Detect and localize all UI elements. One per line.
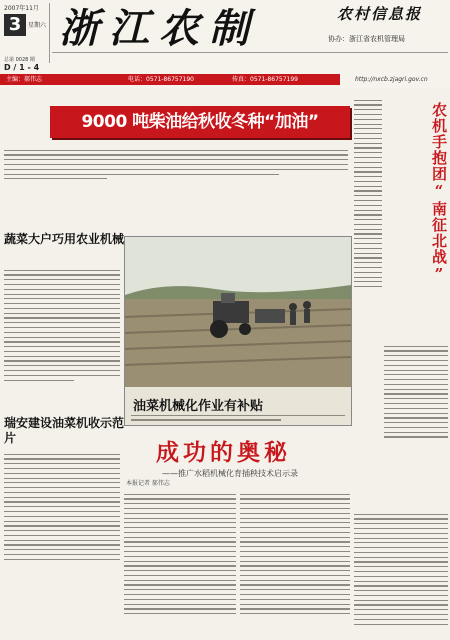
date-box <box>4 3 50 63</box>
success-section <box>122 437 352 485</box>
photo-image <box>125 237 351 387</box>
photo-caption-body <box>131 411 345 424</box>
newspaper-title-logo <box>55 4 275 48</box>
website-url[interactable]: http://nxcb.zjagri.gov.cn <box>355 76 428 83</box>
success-body-right <box>240 490 350 618</box>
tractor-field-photo <box>124 236 352 426</box>
machinery-article-heading: 蔬菜大户巧用农业机械 <box>4 232 125 246</box>
weekday: 星期六 <box>28 22 47 29</box>
issue-number: 总第 0028 期 <box>4 57 35 63</box>
svg-text:浙江农制: 浙江农制 <box>59 5 259 48</box>
photo-caption: 油菜机械化作业有补贴 <box>133 399 264 414</box>
success-subtitle: ——推广水稻机械化育插秧技术启示录 <box>162 469 298 478</box>
drainage-article-body <box>4 450 120 564</box>
page-id: D / 1 - 4 <box>4 63 40 72</box>
right-column <box>354 92 448 512</box>
fax-number: 传真：0571-86757199 <box>232 76 298 83</box>
contact-bar <box>0 74 450 88</box>
editor-name: 主编：郝伟志 <box>6 76 43 83</box>
day-number: 3 <box>4 14 26 36</box>
success-body-left <box>124 490 236 618</box>
right-column-body-bottom <box>354 510 448 628</box>
masthead-divider <box>52 52 448 53</box>
svg-text:农村信息报: 农村信息报 <box>337 5 423 22</box>
lede-article-body <box>4 146 348 183</box>
success-byline: 本报记者 郝伟志 <box>126 480 170 487</box>
sub-logo-calligraphy <box>335 4 445 22</box>
success-title: 成功的奥秘 <box>156 440 291 466</box>
machinery-article-body <box>4 266 120 384</box>
drainage-article-heading: 瑞安建设油菜机收示范片 <box>4 416 125 445</box>
right-column-body-lower <box>384 342 448 441</box>
right-column-body-left <box>354 96 382 526</box>
banner-headline: 9000 吨柴油给秋收冬种“加油” <box>50 106 350 138</box>
phone-number: 电话：0571-86757190 <box>128 76 194 83</box>
publication-date: 2007年11月 <box>4 5 39 12</box>
organizer-line: 协办：浙江省农机管理局 <box>328 35 405 43</box>
right-column-headline: 农机手抱团“南征北战” <box>430 102 448 284</box>
